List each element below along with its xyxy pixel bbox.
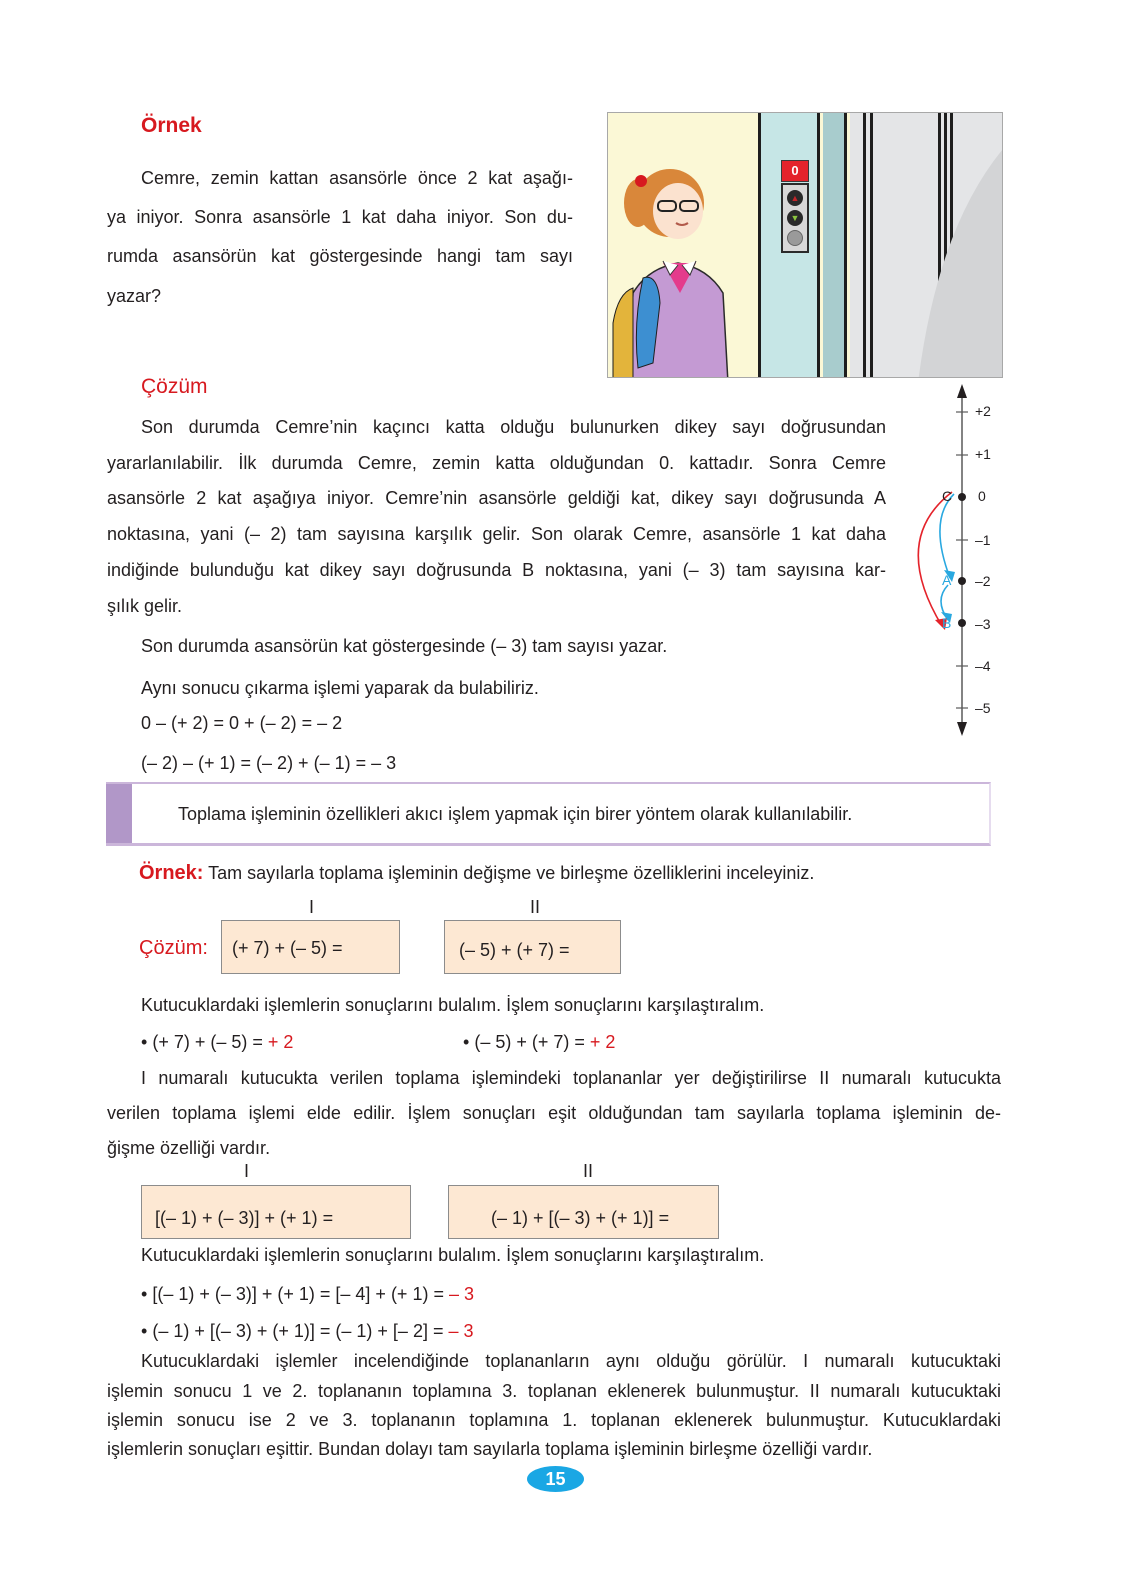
expression-text: (– 5) + (+ 7) = xyxy=(459,940,570,960)
word: Son xyxy=(504,207,537,227)
word: daha xyxy=(396,207,437,227)
commutative-line: verilen toplama işlemi elde edilir. İşlem sonuçları eşit olduğundan tam sayılarla toplama işleminin de- xyxy=(107,1103,1001,1123)
expression-text: (– 1) + [(– 3) + (+ 1)] = xyxy=(491,1208,670,1228)
result-expression: (– 5) + (+ 7) = xyxy=(474,1032,590,1052)
bullet: • xyxy=(141,1032,148,1052)
tick-label: –4 xyxy=(975,658,991,674)
expression-box-ii xyxy=(448,1185,719,1239)
solution-result: Son durumda asansörün kat göstergesinde (– 3) tam sayısı yazar. xyxy=(141,636,668,656)
equation-1: 0 – (+ 2) = 0 + (– 2) = – 2 xyxy=(141,713,343,733)
solution2-label: Çözüm: xyxy=(139,937,208,959)
word: Cemre, xyxy=(141,168,201,188)
word: aşağı- xyxy=(522,168,573,188)
callout-accent-bar xyxy=(106,784,132,843)
word: Sonra xyxy=(194,207,243,227)
roman-label-i: I xyxy=(244,1161,250,1181)
word: rumda xyxy=(107,246,159,266)
solution-line: Son durumda Cemre’nin kaçıncı katta olduğu bulunurken dikey sayı doğrusundan xyxy=(141,417,886,437)
expression-text: (+ 7) + (– 5) = xyxy=(232,938,343,958)
result-value: + 2 xyxy=(589,1032,616,1052)
door-line xyxy=(870,113,873,377)
word: zemin xyxy=(210,168,259,188)
result-item xyxy=(141,1284,474,1305)
tick-label: +1 xyxy=(975,446,991,462)
solution-line: şılık gelir. xyxy=(107,596,183,616)
tick-label: –2 xyxy=(975,573,991,589)
word: kat xyxy=(361,207,386,227)
word: göstergesinde xyxy=(309,246,423,266)
question-line-3 xyxy=(107,246,573,267)
solution-line: asansörle 2 kat aşağıya iniyor. Cemre’nin asansörle geldiği kat, dikey sayı doğrusunda A xyxy=(107,488,886,508)
result-expression: (– 1) + [(– 3) + (+ 1)] = (– 1) + [– 2] = xyxy=(152,1321,449,1341)
word: sayı xyxy=(539,246,573,266)
word: kat xyxy=(271,246,296,266)
page-number-badge: 15 xyxy=(527,1466,584,1492)
door-line xyxy=(863,113,866,377)
example2-text: Tam sayılarla toplama işleminin değişme ve birleşme özelliklerini inceleyiniz. xyxy=(208,863,815,883)
word: kat xyxy=(488,168,513,188)
word: asansörle xyxy=(329,168,408,188)
associative-line: işlemin sonucu ise 2 ve 3. toplananın toplamına 1. toplanan eklenerek bulunmuştur. Kutucuklardaki xyxy=(107,1410,1001,1430)
expression-box-ii xyxy=(444,920,621,974)
indicator-panel xyxy=(781,183,809,253)
word: iniyor. xyxy=(446,207,494,227)
bullet: • xyxy=(141,1284,148,1304)
floor-indicator xyxy=(781,160,809,253)
word: hangi xyxy=(437,246,482,266)
word: du- xyxy=(546,207,573,227)
equation-2: (– 2) – (+ 1) = (– 2) + (– 1) = – 3 xyxy=(141,753,397,773)
word: kattan xyxy=(269,168,319,188)
result-item xyxy=(141,1321,474,1342)
roman-label-ii: II xyxy=(583,1161,594,1181)
commutative-line: ğişme özelliği vardır. xyxy=(107,1138,271,1158)
word: 1 xyxy=(341,207,352,227)
roman-label-ii: II xyxy=(530,897,541,917)
word: iniyor. xyxy=(136,207,184,227)
girl-figure-icon xyxy=(608,163,738,378)
info-callout xyxy=(106,782,991,846)
result-item xyxy=(141,1032,293,1053)
commutative-line: I numaralı kutucukta verilen toplama işlemindeki toplananlar yer değiştirilirse II numaralı kutucukta xyxy=(141,1068,1001,1088)
solution-line: yararlanılabilir. İlk durumda Cemre, zemin katta olduğundan 0. kattadır. Sonra Cemre xyxy=(107,453,886,473)
up-arrow-icon: ▲ xyxy=(787,190,803,206)
floor-number: 0 xyxy=(781,160,809,182)
tick-label: –5 xyxy=(975,700,991,716)
result-value: – 3 xyxy=(448,1321,474,1341)
solution-title: Çözüm xyxy=(141,375,208,398)
question-line-1 xyxy=(141,168,573,189)
tick-label: –1 xyxy=(975,532,991,548)
associative-line: işlemlerin sonuçları eşittir. Bundan dolayı tam sayılarla toplama işleminin birleşme özelliği vardır. xyxy=(107,1439,873,1459)
expression-text: [(– 1) + (– 3)] + (+ 1) = xyxy=(155,1208,334,1228)
bullet: • xyxy=(463,1032,470,1052)
question-line-4: yazar? xyxy=(107,286,162,306)
number-line-graphic xyxy=(880,380,1010,740)
word: önce xyxy=(417,168,457,188)
point-b-label: B xyxy=(942,615,952,631)
compare-instruction: Kutucuklardaki işlemlerin sonuçlarını bulalım. İşlem sonuçlarını karşılaştıralım. xyxy=(141,1245,765,1265)
word: ya xyxy=(107,207,127,227)
light-icon xyxy=(787,230,803,246)
result-value: – 3 xyxy=(448,1284,474,1304)
word: tam xyxy=(495,246,526,266)
word: 2 xyxy=(467,168,478,188)
example2-label: Örnek: xyxy=(139,862,204,884)
expression-box-i xyxy=(221,920,400,974)
result-expression: [(– 1) + (– 3)] + (+ 1) = [– 4] + (+ 1) = xyxy=(152,1284,449,1304)
compare-instruction: Kutucuklardaki işlemlerin sonuçlarını bulalım. İşlem sonuçlarını karşılaştıralım. xyxy=(141,995,765,1015)
solution-line: noktasına, yani (– 2) tam sayısına karşılık gelir. Son olarak Cemre, asansörle 1 kat daha xyxy=(107,524,886,544)
word: asansörün xyxy=(172,246,257,266)
door-reflection xyxy=(908,143,1003,378)
associative-line: Kutucuklardaki işlemler incelendiğinde toplananların aynı olduğu görülür. I numaralı kutucuktaki xyxy=(141,1351,1001,1371)
tick-label: 0 xyxy=(978,488,986,504)
result-value: + 2 xyxy=(267,1032,294,1052)
bullet: • xyxy=(141,1321,148,1341)
point-c-label: C xyxy=(942,488,953,504)
solution-line: indiğinde bulunduğu kat dikey sayı doğrusunda B noktasına, yani (– 3) tam sayısına kar- xyxy=(107,560,886,580)
example-title: Örnek xyxy=(141,114,202,137)
point-a-label: A xyxy=(942,572,952,588)
associative-line: işlemin sonucu 1 ve 2. toplananın toplamına 3. toplanan eklenerek bulunmuştur. II numaralı kutucuktaki xyxy=(107,1381,1001,1401)
example2-heading xyxy=(139,862,814,885)
tick-label: +2 xyxy=(975,403,991,419)
roman-label-i: I xyxy=(309,897,315,917)
expression-box-i xyxy=(141,1185,411,1239)
question-line-2 xyxy=(107,207,573,228)
result-item xyxy=(463,1032,615,1053)
down-arrow-icon: ▼ xyxy=(787,210,803,226)
callout-text: Toplama işleminin özellikleri akıcı işlem yapmak için birer yöntem olarak kullanılabilir. xyxy=(178,804,853,824)
alt-method-text: Aynı sonucu çıkarma işlemi yaparak da bulabiliriz. xyxy=(141,678,539,698)
result-expression: (+ 7) + (– 5) = xyxy=(152,1032,268,1052)
tick-label: –3 xyxy=(975,616,991,632)
elevator-frame-edge xyxy=(823,113,847,377)
word: asansörle xyxy=(252,207,331,227)
